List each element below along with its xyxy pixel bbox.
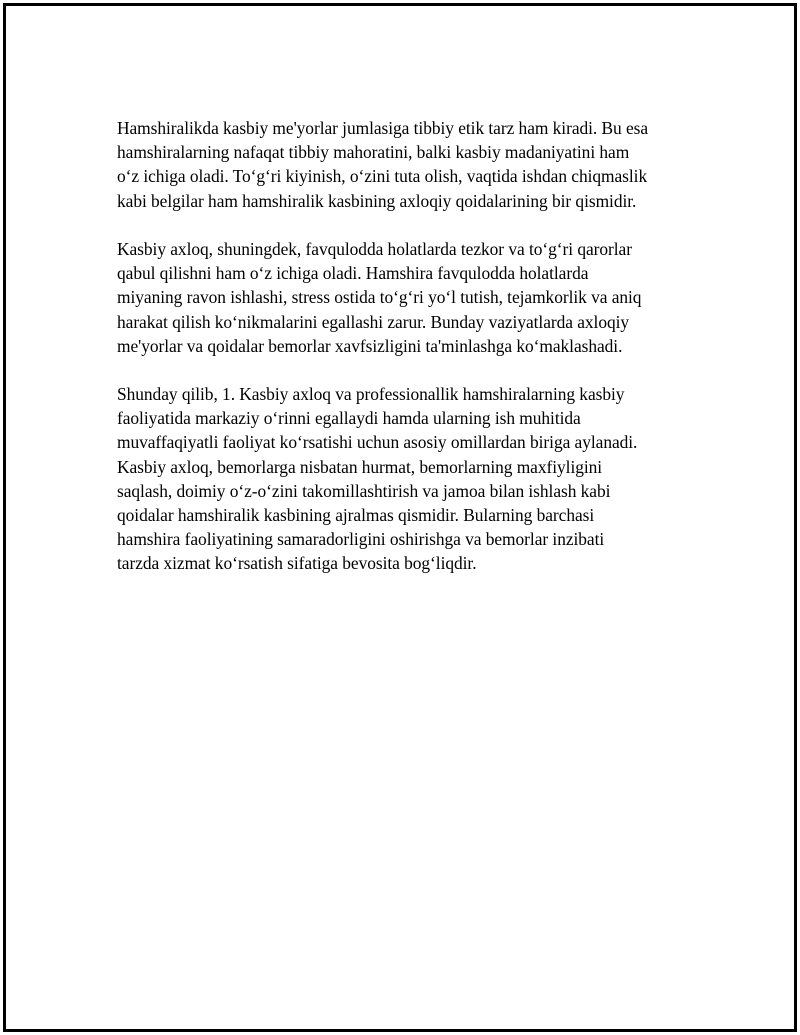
document-body [117, 116, 697, 600]
text-line: saqlash, doimiy o‘z-o‘zini takomillashtirish va jamoa bilan ishlash kabi [117, 480, 611, 501]
paragraph-1 [117, 116, 697, 213]
text-line: miyaning ravon ishlashi, stress ostida to‘g‘ri yo‘l tutish, tejamkorlik va aniq [117, 287, 642, 308]
text-line: kabi belgilar ham hamshiralik kasbining axloqiy qoidalarining bir qismidir. [117, 190, 637, 211]
text-line: qoidalar hamshiralik kasbining ajralmas qismidir. Bularning barchasi [117, 505, 595, 525]
text-line: Kasbiy axloq, bemorlarga nisbatan hurmat, bemorlarning maxfiyligini [117, 456, 603, 477]
text-line: Shunday qilib, 1. Kasbiy axloq va professionallik hamshiralarning kasbiy [117, 384, 625, 405]
text-line: Hamshiralikda kasbiy me'yorlar jumlasiga tibbiy etik tarz ham kiradi. Bu esa [117, 118, 649, 138]
text-line: faoliyatida markaziy o‘rinni egallaydi hamda ularning ish muhitida [117, 408, 581, 429]
text-line: qabul qilishni ham o‘z ichiga oladi. Hamshira favqulodda holatlarda [117, 263, 589, 284]
text-line: me'yorlar va qoidalar bemorlar xavfsizligini ta'minlashga ko‘maklashadi. [117, 335, 623, 356]
text-line: harakat qilish ko‘nikmalarini egallashi zarur. Bunday vaziyatlarda axloqiy [117, 311, 630, 332]
text-line: hamshiralarning nafaqat tibbiy mahoratini, balki kasbiy madaniyatini ham [117, 142, 630, 163]
text-line: hamshira faoliyatining samaradorligini oshirishga va bemorlar inzibati [117, 529, 605, 550]
text-line: o‘z ichiga oladi. To‘g‘ri kiyinish, o‘zini tuta olish, vaqtida ishdan chiqmaslik [117, 166, 648, 187]
paragraph-3 [117, 382, 697, 576]
text-line: muvaffaqiyatli faoliyat ko‘rsatishi uchun asosiy omillardan biriga aylanadi. [117, 432, 638, 453]
text-line: Kasbiy axloq, shuningdek, favqulodda holatlarda tezkor va to‘g‘ri qarorlar [117, 238, 632, 259]
paragraph-2 [117, 237, 697, 358]
text-line: tarzda xizmat ko‘rsatish sifatiga bevosita bog‘liqdir. [117, 553, 477, 574]
